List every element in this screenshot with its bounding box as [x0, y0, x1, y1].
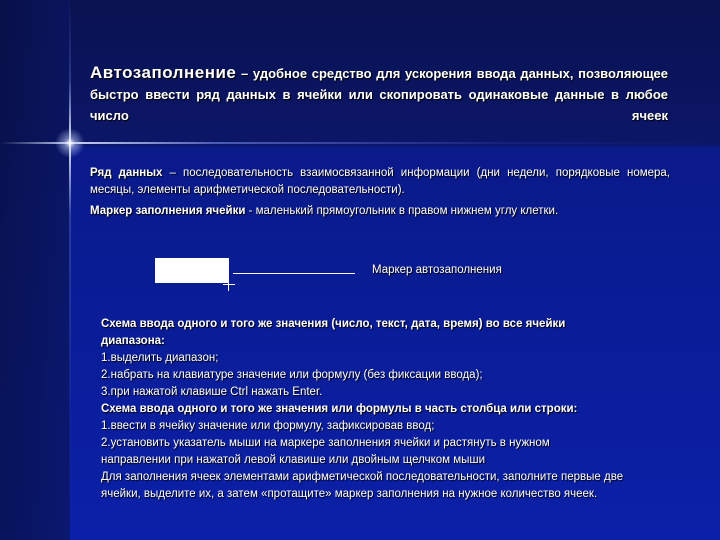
- instruction-line: диапазона:: [101, 335, 165, 347]
- definition-marker: [90, 203, 670, 220]
- left-decor-strip: [0, 0, 70, 540]
- sparkle-horizontal-ray: [0, 142, 720, 144]
- fill-handle-cross-icon: [223, 279, 235, 291]
- sparkle-star-icon: [55, 128, 85, 158]
- definition-term: Маркер заполнения ячейки: [90, 205, 246, 217]
- definition-term: Ряд данных: [90, 167, 163, 179]
- instruction-line: 2.набрать на клавиатуре значение или формулу (без фиксации ввода);: [101, 369, 483, 381]
- cell-illustration: [155, 258, 229, 283]
- title-rest: – удобное средство для ускорения ввода данных, позволяющее быстро ввести ряд данных в ячейки или скопировать одинаковые данные в любое число ячеек: [90, 66, 668, 123]
- pointer-line: [233, 273, 355, 274]
- instructions-block: [101, 316, 681, 503]
- slide-title: [90, 62, 668, 126]
- instruction-line: Схема ввода одного и того же значения или формулы в часть столбца или строки:: [101, 403, 578, 415]
- definition-text: - маленький прямоугольник в правом нижнем углу клетки.: [245, 205, 559, 217]
- definition-series: [90, 165, 670, 199]
- instruction-line: Схема ввода одного и того же значения (число, текст, дата, время) во все ячейки: [101, 318, 566, 330]
- instruction-line: Для заполнения ячеек элементами арифметической последовательности, заполните первые две: [101, 471, 624, 483]
- definitions: [90, 165, 670, 224]
- instruction-line: 1.выделить диапазон;: [101, 352, 219, 364]
- instruction-line: 1.ввести в ячейку значение или формулу, зафиксировав ввод;: [101, 420, 435, 432]
- title-term: Автозаполнение: [90, 63, 237, 82]
- definition-text: – последовательность взаимосвязанной информации (дни недели, порядковые номера, месяцы, элементы арифметической последовательности).: [90, 167, 671, 196]
- instruction-line: 2.установить указатель мыши на маркере заполнения ячейки и растянуть в нужном: [101, 437, 550, 449]
- instruction-line: ячейки, выделите их, а затем «протащите» маркер заполнения на нужное количество ячеек.: [101, 488, 598, 500]
- fill-marker-label: Маркер автозаполнения: [372, 264, 502, 276]
- instruction-line: направлении при нажатой левой клавише или двойным щелчком мыши: [101, 454, 486, 466]
- sparkle-vertical-ray: [69, 0, 71, 540]
- instruction-line: 3.при нажатой клавише Ctrl нажать Enter.: [101, 386, 323, 398]
